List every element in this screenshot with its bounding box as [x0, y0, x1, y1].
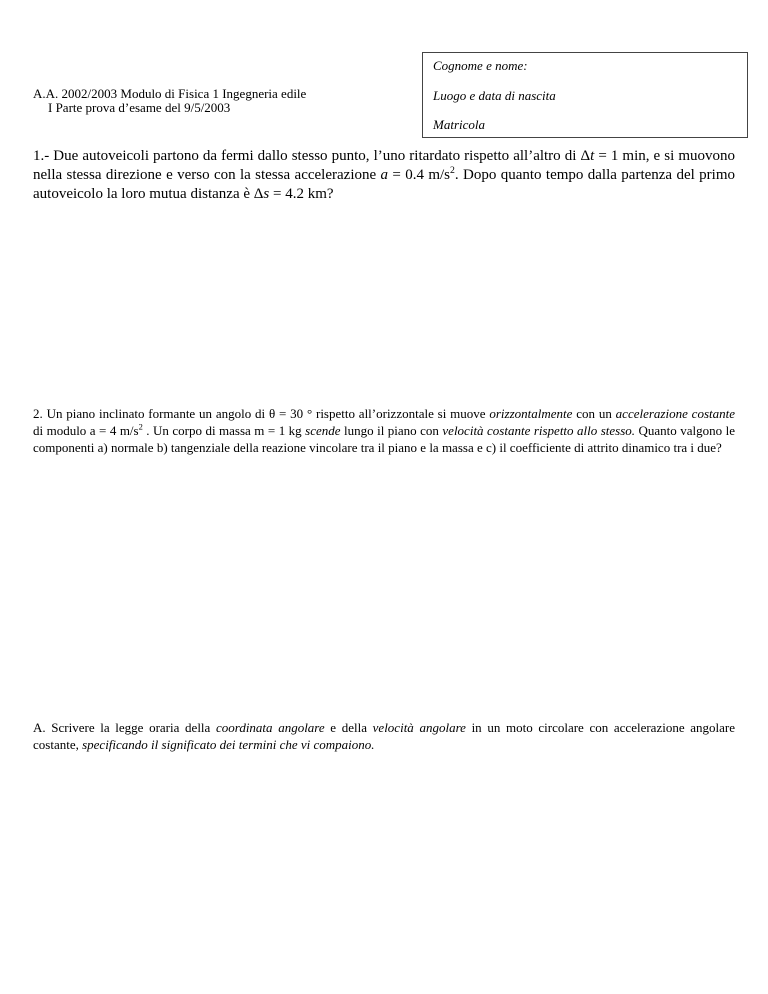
name-label: Cognome e nome:	[433, 58, 528, 73]
course-header: A.A. 2002/2003 Modulo di Fisica 1 Ingegneria edile	[33, 86, 307, 101]
question-a: A. Scrivere la legge oraria della coordinata angolare e della velocità angolare in un moto circolare con accelerazione angolare costante, specificando il significato dei termini che vi compaiono.	[33, 720, 736, 752]
exam-date-line: I Parte prova d’esame del 9/5/2003	[48, 100, 231, 115]
matricola-label: Matricola	[433, 117, 485, 132]
student-id-box	[422, 52, 748, 138]
question-1: 1.- Due autoveicoli partono da fermi dallo stesso punto, l’uno ritardato rispetto all’altro di Δt = 1 min, e si muovono nella stessa direzione e verso con la stessa accelerazione a = 0.4 $m/s^2$. Dopo quanto tempo dalla partenza del primo autoveicolo la loro mutua distanza è Δs = 4.2 km?	[33, 148, 735, 202]
birth-label: Luogo e data di nascita	[433, 88, 556, 103]
question-2: 2. Un piano inclinato formante un angolo di θ = 30 ° rispetto all’orizzontale si muove orizzontalmente con un accelerazione costante di modulo a = 4 $m/s^2$ . Un corpo di massa m = 1 kg scende lungo il piano con velocità costante rispetto allo stesso. Quanto valgono le componenti a) normale b) tangenziale della reazione vincolare tra il piano e la massa e c) il coefficiente di attrito dinamico tra i due?	[33, 406, 736, 455]
